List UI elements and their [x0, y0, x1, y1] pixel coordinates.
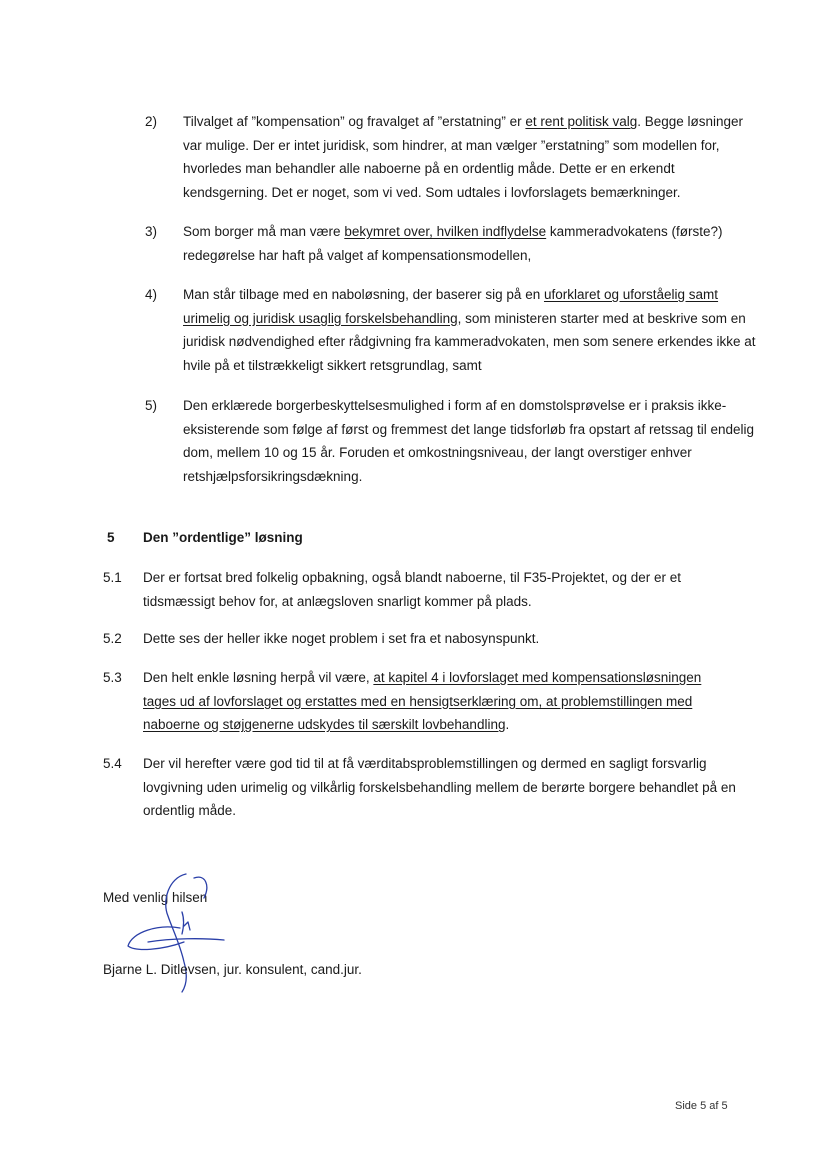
list-item-4 — [145, 283, 765, 379]
list-item-number: 2) — [145, 114, 158, 129]
list-item-text: Som borger må man være bekymret over, hvilken indflydelse kammeradvokatens (første?) redegørelse har haft på valget af kompensationsmodellen, — [183, 224, 723, 263]
list-item-2 — [145, 110, 765, 206]
signer-name: Bjarne L. Ditlevsen, jur. konsulent, cand.jur. — [103, 962, 362, 977]
closing-greeting: Med venlig hilsen — [103, 890, 208, 905]
paragraph-5-3 — [103, 666, 763, 738]
list-item-number: 4) — [145, 287, 158, 302]
paragraph-number: 5.1 — [103, 570, 122, 585]
list-item-text: Man står tilbage med en naboløsning, der baserer sig på en uforklaret og uforståelig samt urimelig og juridisk usaglig forskelsbehandling, som ministeren starter med at beskrive som en juridisk nødvendighed efter rådgivning fra kammeradvokaten, men som senere erkendes ikke at hvile på et tilstrækkeligt sikkert retsgrundlag, samt — [183, 287, 756, 373]
list-item-number: 5) — [145, 398, 158, 413]
paragraph-5-1 — [103, 566, 763, 614]
paragraph-text: Der vil herefter være god tid til at få værditabsproblemstillingen og dermed en sagligt forsvarlig lovgivning uden urimelig og vilkårlig forskelsbehandling mellem de berørte borgere behandlet på en ordentlig måde. — [143, 756, 736, 818]
paragraph-5-2 — [103, 627, 763, 651]
list-item-text: Tilvalget af ”kompensation” og fravalget af ”erstatning” er et rent politisk valg. Begge løsninger var mulige. Der er intet juridisk, som hindrer, at man vælger ”erstatning” som modellen for, hvorledes man behandler alle naboerne på en ordentlig måde. Dette er en erkendt kendsgerning. Det er noget, som vi ved. Som udtales i lovforslagets bemærkninger. — [183, 114, 744, 200]
paragraph-text: Dette ses der heller ikke noget problem i set fra et nabosynspunkt. — [143, 631, 540, 646]
paragraph-number: 5.4 — [103, 756, 122, 771]
section-title: Den ”ordentlige” løsning — [143, 530, 303, 545]
section-heading — [107, 526, 707, 550]
paragraph-text: Der er fortsat bred folkelig opbakning, også blandt naboerne, til F35-Projektet, og der er et tidsmæssigt behov for, at anlægsloven snarligt kommer på plads. — [143, 570, 682, 609]
section-number: 5 — [107, 530, 115, 545]
list-item-number: 3) — [145, 224, 158, 239]
paragraph-5-4 — [103, 752, 763, 824]
list-item-text: Den erklærede borgerbeskyttelsesmulighed i form af en domstolsprøvelse er i praksis ikke-eksisterende som følge af først og fremmest det lange tidsforløb fra opstart af retssag til endelig dom, mellem 10 og 15 år. Foruden et omkostningsniveau, der langt overstiger enhver retshjælpsforsikringsdækning. — [183, 398, 755, 484]
list-item-5 — [145, 394, 765, 490]
paragraph-number: 5.2 — [103, 631, 122, 646]
list-item-3 — [145, 220, 765, 268]
paragraph-text: Den helt enkle løsning herpå vil være, at kapitel 4 i lovforslaget med kompensationsløsningen tages ud af lovforslaget og erstattes med en hensigtserklæring om, at problemstillingen med naboerne og støjgenerne udskydes til særskilt lovbehandling. — [143, 670, 702, 732]
paragraph-number: 5.3 — [103, 670, 122, 685]
page-number: Side 5 af 5 — [675, 1100, 728, 1112]
